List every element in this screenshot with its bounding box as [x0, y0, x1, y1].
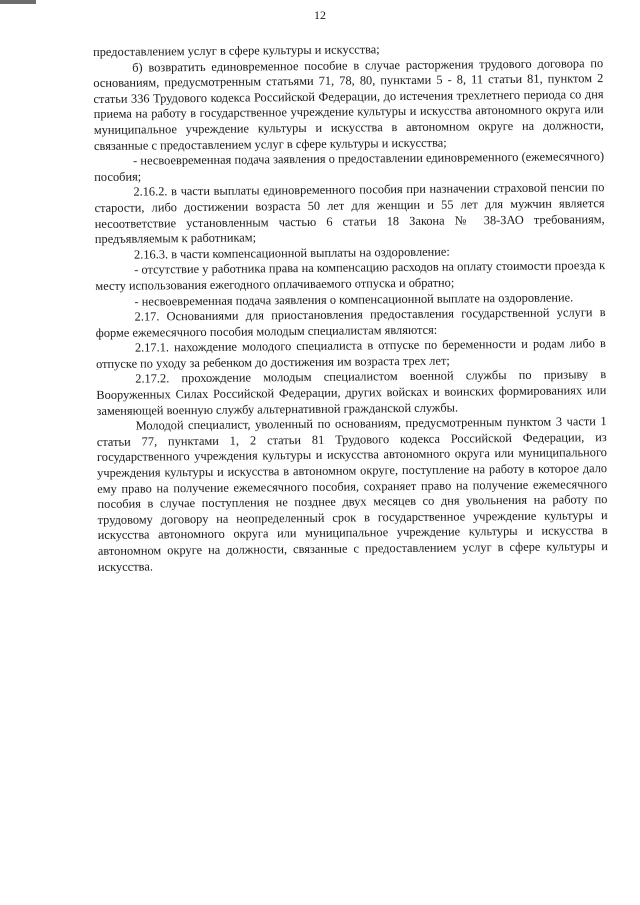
scan-corner-mark [0, 0, 36, 4]
paragraph: 2.17.1. нахождение молодого специалиста в отпуске по беременности и родам либо в отпуске по уходу за ребенком до достижения им возраста трех лет; [95, 336, 606, 371]
page-number: 12 [314, 8, 326, 22]
paragraph: 2.17. Основаниями для приостановления предоставления государственной услуги в форме ежемесячного пособия молодым специалистам являются: [95, 305, 606, 340]
paragraph: 2.16.3. в части компенсационной выплаты на оздоровление: [133, 244, 450, 262]
paragraph: 2.16.2. в части выплаты единовременного пособия при назначении страховой пенсии по старости, либо достижении возраста 50 лет для женщин и 55 лет для мужчин является несоответствие установленным частью 6 статьи 18 Закона № 38-ЗАО требованиям, предъявляемым к работникам; [94, 180, 605, 247]
paragraph: предоставлением услуг в сфере культуры и искусства; [93, 42, 380, 59]
document-body [93, 40, 608, 575]
paragraph: 2.17.2. прохождение молодым специалистом военной службы по призыву в Вооруженных Силах Российской Федерации, других войсках и воинских формированиях или заменяющей военную службу альтернативной гражданской службы. [96, 367, 607, 418]
paragraph: - несвоевременная подача заявления о компенсационной выплате на оздоровление. [134, 289, 574, 309]
paragraph: б) возвратить единовременное пособие в случае расторжения трудового договора по основаниям, предусмотренным статьями 71, 78, 80, пунктами 5 - 8, 11 статьи 81, пунктом 2 статьи 336 Трудового кодекса Российской Федерации, до истечения трехлетнего периода со дня приема на работу в государственное учреждение культуры и искусства автономного округа или муниципальное учреждение культуры и искусства в автономном округе на должности, связанные с предоставлением услуг в сфере культуры и искусства; [93, 55, 604, 153]
paragraph: - отсутствие у работника права на компенсацию расходов на оплату стоимости проезда к месту использования ежегодного оплачиваемого отпуска и обратно; [95, 258, 606, 293]
paragraph: - несвоевременная подача заявления о предоставлении единовременного (ежемесячного) пособия; [94, 149, 605, 184]
paragraph: Молодой специалист, уволенный по основаниям, предусмотренным пунктом 3 части 1 статьи 77, пунктами 1, 2 статьи 81 Трудового кодекса Российской Федерации, из государственного учреждения культуры и искусства автономного округа или муниципального учреждения культуры и искусства в автономном округе, поступление на работу в которое дало ему право на получение ежемесячного пособия, сохраняет право на получение ежемесячного пособия в случае поступления не позднее двух месяцев со дня увольнения на работу по трудовому договору на неопределенный срок в государственное учреждение культуры и искусства автономного округа или муниципальное учреждение культуры и искусства в автономном округе на должности, связанные с предоставлением услуг в сфере культуры и искусства. [96, 414, 608, 574]
